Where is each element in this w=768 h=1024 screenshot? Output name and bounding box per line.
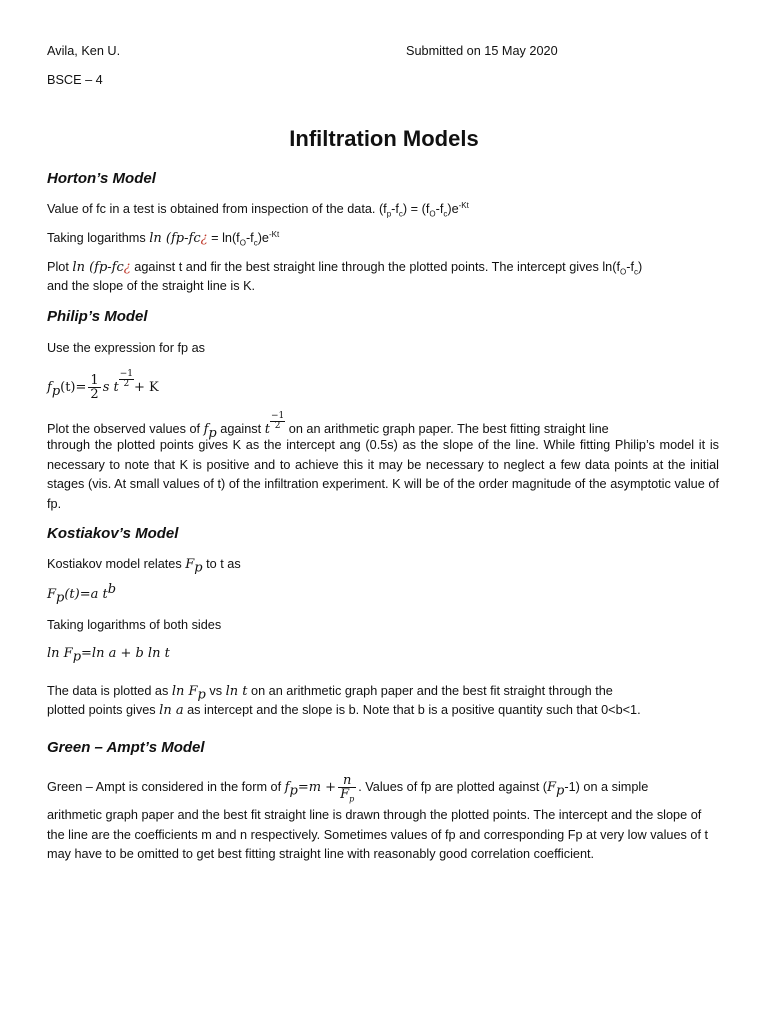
horton-heading: Horton’s Model (47, 170, 156, 187)
kostiakov-log-equation: $\ln F_p=\ln$ a + b ln t (47, 646, 170, 665)
kostiakov-paragraph-line-2: plotted points gives ln a as intercept and the slope is b. Note that b is a positive quantity such that 0<b<1. (47, 703, 641, 718)
philip-equation: $f_p(t)=$ $\frac{1}{2}$ s t $\frac{-1}{2}$ + K (47, 369, 159, 403)
kostiakov-paragraph-line-1: The data is plotted as $\ln F_p$ vs ln t on an arithmetic graph paper and the best fit straight through the (47, 684, 613, 703)
horton-log-expression: ln (fp-fc (149, 231, 201, 246)
kostiakov-equation: $F_p(t)=a$ $t^b$ (47, 581, 117, 606)
kostiakov-log-text: Taking logarithms of both sides (47, 618, 222, 632)
page-title: Infiltration Models (289, 126, 479, 151)
green-ampt-paragraph: arithmetic graph paper and the best fit straight line is drawn through the plotted points. The intercept and the slope of the line are the coefficients m and n respectively. Sometimes values of fp and corresponding Fp at very low values of t may have to be omitted to get best fitting straight line with reasonably good correlation coefficient. (47, 808, 709, 861)
philip-paragraph-line-1: Plot the observed values of $f_p$ against t $\frac{-1}{2}$ on an arithmetic graph paper. The best fitting straight line (47, 411, 609, 441)
horton-paragraph-line-1: Plot ln (fp-fc¿ against t and fir the best straight line through the plotted points. The intercept gives $\ln(f_O-f_c)$ (47, 260, 643, 277)
green-ampt-heading: Green – Ampt’s Model (47, 739, 205, 756)
author-name: Avila, Ken U. (47, 44, 121, 58)
horton-paragraph-line-2: and the slope of the straight line is K. (47, 279, 256, 293)
horton-line-1: Value of fc in a test is obtained from inspection of the data. $(f_p-f_c) = (f_O-f_c)e^{-Kt}$ (47, 200, 469, 219)
green-ampt-line-1: Green – Ampt is considered in the form of $f_p=m$ + $\frac{n}{F_p}$ . Values of fp are plotted against $(F_p-1)$ on a simple (47, 773, 649, 804)
submission-date: Submitted on 15 May 2020 (406, 44, 558, 58)
philip-paragraph: through the plotted points gives K as the intercept ang (0.5s) as the slope of the line. While fitting Philip’s model it is necessary to note that K is positive and to achieve this it may be necessary to neglect a few data points at the initial stages (vis. At small values of t) of the infiltration experiment. K will be of the order magnitude of the asymptotic value of fp. (47, 438, 719, 511)
horton-line-2: Taking logarithms ln (fp-fc¿ = $\ln(f_O-f_c)e^{-Kt}$ (47, 229, 280, 248)
kostiakov-heading: Kostiakov’s Model (47, 525, 179, 542)
philip-intro: Use the expression for fp as (47, 341, 205, 355)
philip-heading: Philip’s Model (47, 308, 148, 325)
course-label: BSCE – 4 (47, 73, 103, 87)
kostiakov-intro: Kostiakov model relates $F_p$ to t as (47, 557, 241, 576)
